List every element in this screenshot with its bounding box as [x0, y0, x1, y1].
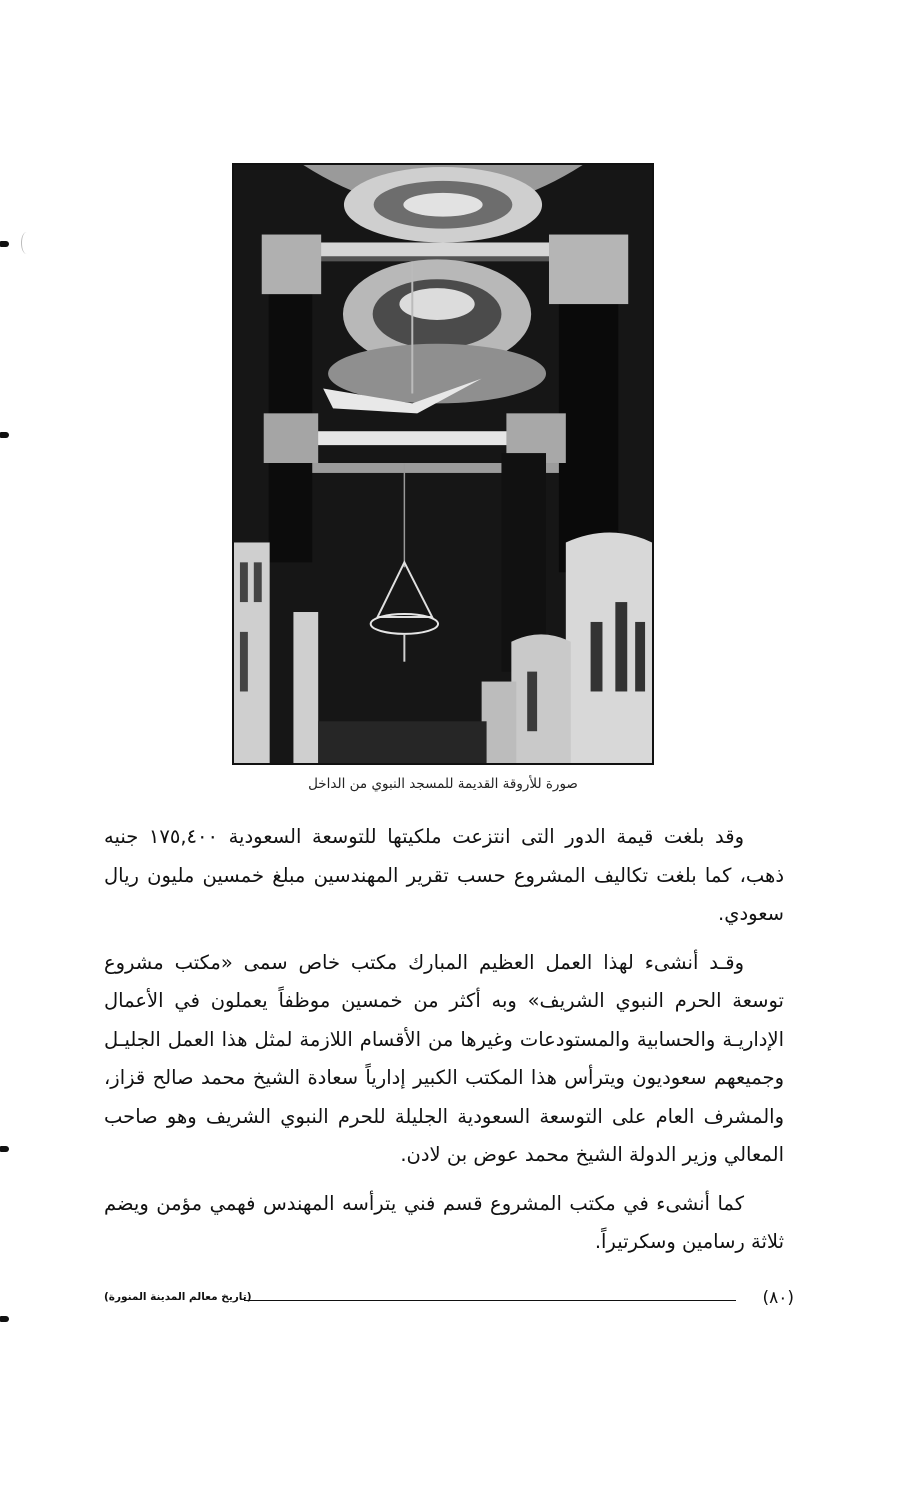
page-footer — [104, 1288, 794, 1312]
footer-rule — [244, 1300, 736, 1301]
margin-mark — [0, 432, 9, 438]
mosque-interior-photo — [232, 163, 654, 765]
mosque-interior-illustration — [234, 165, 652, 763]
paragraph-costs: وقد بلغت قيمة الدور التى انتزعت ملكيتها للتوسعة السعودية ١٧٥,٤٠٠ جنيه ذهب، كما بلغت تكاليف المشروع حسب تقرير المهندسين مبلغ خمسين مليون ريال سعودي. — [104, 825, 784, 925]
running-book-title: (تاريخ معالم المدينة المنورة) — [104, 1291, 252, 1303]
margin-mark — [0, 1316, 9, 1322]
paragraph-technical-section: كما أنشىء في مكتب المشروع قسم فني يترأسه المهندس فهمي مؤمن ويضم ثلاثة رسامين وسكرتيراً. — [104, 1191, 784, 1253]
margin-mark — [0, 241, 9, 247]
scan-artifact — [21, 232, 32, 254]
photo-caption: صورة للأروقة القديمة للمسجد النبوي من الداخل — [308, 776, 578, 792]
paragraph-project-office: وقـد أنشىء لهذا العمل العظيم المبارك مكتب خاص سمى «مكتب مشروع توسعة الحرم النبوي الشريف» وبه أكثر من خمسين موظفاً يعملون في الأعمال الإداريـة والحسابية والمستودعات وغيرها من الأقسام اللازمة لمثل هذا العمل الجليـل وجميعهم سعوديون ويترأس هذا المكتب الكبير إدارياً سعادة الشيخ محمد صالح قزاز، والمشرف العام على التوسعة السعودية الجليلة للحرم النبوي الشريف وهو صاحب المعالي وزير الدولة الشيخ محمد عوض بن لادن. — [104, 950, 784, 1166]
margin-mark — [0, 1146, 9, 1152]
body-text — [104, 818, 784, 1272]
page-number: (٨٠) — [762, 1288, 794, 1308]
